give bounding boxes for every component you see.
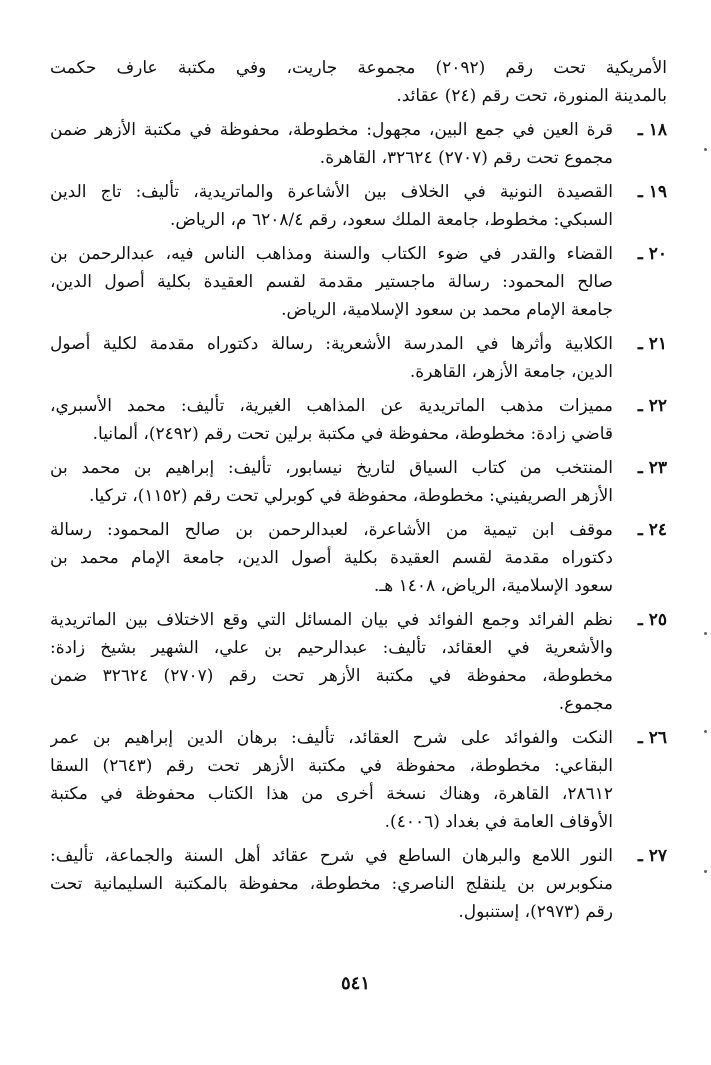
entry-number: ١٨ ـ bbox=[637, 120, 667, 140]
entry-number: ٢٠ ـ bbox=[637, 244, 667, 264]
text-line: صالح المحمود: رسالة ماجستير مقدمة لقسم العقيدة بكلية أصول الدين، bbox=[50, 272, 613, 292]
text-line: جامعة الإمام محمد بن سعود الإسلامية، الرياض. bbox=[281, 300, 613, 320]
text-line: نظم الفرائد وجمع الفوائد في بيان المسائل التي وقع الاختلاف بين الماتريدية bbox=[50, 610, 613, 630]
text-line: والأشعرية في العقائد، تأليف: عبدالرحيم بن علي، الشهير بشيخ زادة: bbox=[50, 638, 613, 658]
bibliography-entry-27 bbox=[50, 842, 667, 926]
entry-number: ٢٤ ـ bbox=[637, 520, 667, 540]
text-line: ٢٨٦١٢، القاهرة، وهناك نسخة أخرى من هذا الكتاب محفوظة في مكتبة bbox=[50, 784, 613, 804]
bibliography-entry-26 bbox=[50, 724, 667, 836]
text-line: القصيدة النونية في الخلاف بين الأشاعرة والماتريدية، تأليف: تاج الدين bbox=[50, 182, 613, 202]
text-line: الكلابية وأثرها في المدرسة الأشعرية: رسالة دكتوراه مقدمة لكلية أصول bbox=[50, 334, 613, 354]
text-line: البقاعي: مخطوطة، محفوظة في مكتبة الأزهر تحت رقم (٢٦٤٣) السقا bbox=[50, 756, 613, 776]
text-line: القضاء والقدر في ضوء الكتاب والسنة ومذاهب الناس فيه، عبدالرحمن بن bbox=[50, 244, 613, 264]
entry-number: ٢٧ ـ bbox=[637, 846, 667, 866]
text-line: منكوبرس بن يلنقلج الناصري: مخطوطة، محفوظة بالمكتبة السليمانية تحت bbox=[50, 874, 613, 894]
text-line: موقف ابن تيمية من الأشاعرة، لعبدالرحمن بن صالح المحمود: رسالة bbox=[50, 520, 613, 540]
bibliography-entry-18 bbox=[50, 116, 667, 172]
entry-number: ٢٢ ـ bbox=[637, 396, 667, 416]
bibliography-entry-23 bbox=[50, 454, 667, 510]
text-line: الأمريكية تحت رقم (٢٠٩٢) مجموعة جاريت، وفي مكتبة عارف حكمت bbox=[50, 58, 667, 78]
bibliography-entry-25 bbox=[50, 606, 667, 718]
entry-number: ٢٥ ـ bbox=[637, 610, 667, 630]
text-line: قاضي زادة: مخطوطة، محفوظة في مكتبة برلين تحت رقم (٢٤٩٢)، ألمانيا. bbox=[92, 424, 613, 444]
continued-entry bbox=[50, 54, 667, 110]
scan-speck bbox=[704, 632, 707, 635]
text-line: المنتخب من كتاب السياق لتاريخ نيسابور، تأليف: إبراهيم بن محمد بن bbox=[50, 458, 613, 478]
text-line: النكت والفوائد على شرح العقائد، تأليف: برهان الدين إبراهيم بن عمر bbox=[50, 728, 613, 748]
text-line: مجموع. bbox=[558, 694, 613, 714]
text-line: الأوقاف العامة في بغداد (٤٠٠٦). bbox=[384, 812, 613, 832]
text-line: مجموع تحت رقم (٢٧٠٧) ٣٢٦٢٤، القاهرة. bbox=[319, 148, 613, 168]
text-line: رقم (٢٩٧٣)، إستنبول. bbox=[458, 902, 613, 922]
bibliography-page bbox=[50, 54, 667, 926]
text-line: الأزهر الصريفيني: مخطوطة، محفوظة في كوبرلي تحت رقم (١١٥٢)، تركيا. bbox=[88, 486, 613, 506]
text-line: السبكي: مخطوط، جامعة الملك سعود، رقم ٦٢٠٨/٤ م، الرياض. bbox=[169, 210, 613, 230]
text-line: مخطوطة، محفوظة في مكتبة الأزهر تحت رقم (٢٧٠٧) ٣٢٦٢٤ ضمن bbox=[50, 666, 613, 686]
bibliography-entry-24 bbox=[50, 516, 667, 600]
text-line: قرة العين في جمع البين، مجهول: مخطوطة، محفوظة في مكتبة الأزهر ضمن bbox=[50, 120, 613, 140]
scan-speck bbox=[704, 148, 707, 151]
entry-number: ٢٦ ـ bbox=[637, 728, 667, 748]
bibliography-entry-21 bbox=[50, 330, 667, 386]
entry-number: ٢٣ ـ bbox=[637, 458, 667, 478]
scan-speck bbox=[704, 730, 707, 733]
bibliography-entry-22 bbox=[50, 392, 667, 448]
text-line: سعود الإسلامية، الرياض، ١٤٠٨ هـ. bbox=[373, 576, 613, 596]
bibliography-entry-19 bbox=[50, 178, 667, 234]
text-line: النور اللامع والبرهان الساطع في شرح عقائد أهل السنة والجماعة، تأليف: bbox=[50, 846, 613, 866]
text-line: دكتوراه مقدمة لقسم العقيدة بكلية أصول الدين، جامعة الإمام محمد بن bbox=[50, 548, 613, 568]
entry-number: ٢١ ـ bbox=[637, 334, 667, 354]
text-line: الدين، جامعة الأزهر، القاهرة. bbox=[409, 362, 613, 382]
scan-speck bbox=[704, 870, 707, 873]
bibliography-entry-20 bbox=[50, 240, 667, 324]
page-number: ٥٤١ bbox=[340, 973, 370, 994]
text-line: مميزات مذهب الماتريدية عن المذاهب الغيرية، تأليف: محمد الأسبري، bbox=[50, 396, 613, 416]
text-line: بالمدينة المنورة، تحت رقم (٢٤) عقائد. bbox=[396, 86, 667, 106]
entry-number: ١٩ ـ bbox=[637, 182, 667, 202]
